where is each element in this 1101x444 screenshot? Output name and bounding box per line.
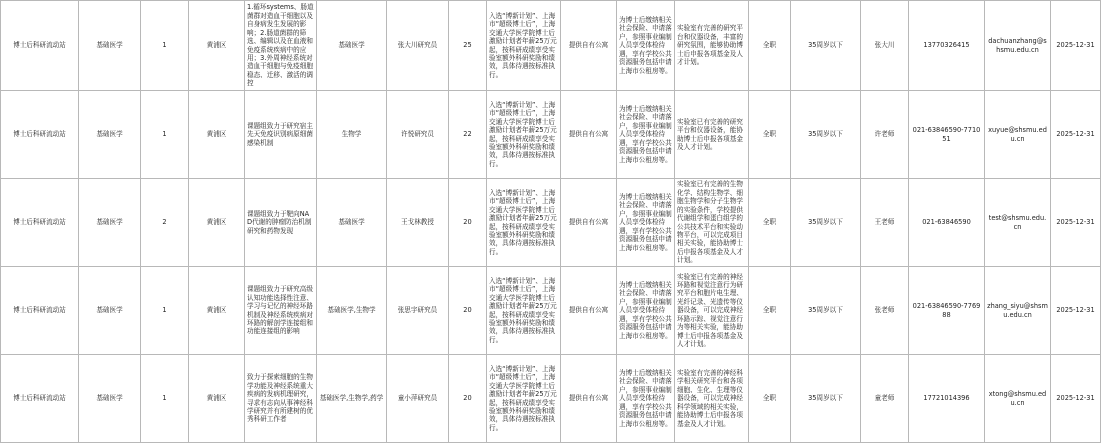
cell-type: 博士后科研流动站 bbox=[1, 91, 79, 179]
cell-research: 课题组致力于研究高级认知功能选择性注意、学习与记忆的神经环路机制及神经系统疾病对环路的解剖学连接组和功能连接组的影响 bbox=[245, 267, 317, 355]
cell-housing: 提供自有公寓 bbox=[561, 355, 617, 443]
cell-deadline: 2025-12-31 bbox=[1051, 91, 1101, 179]
cell-district: 黄浦区 bbox=[189, 267, 245, 355]
table-row bbox=[1, 1, 1101, 91]
cell-field: 基础医学 bbox=[79, 179, 141, 267]
cell-fulltime: 全职 bbox=[749, 355, 791, 443]
cell-contact: 张大川 bbox=[861, 1, 909, 91]
cell-age-ref: 20 bbox=[449, 355, 487, 443]
cell-insurance: 为博士后缴纳相关社会保险、申请落户，参照事业编制人员享受体检待遇，享有学校公共资源服务包括申请上海市公租房等。 bbox=[617, 355, 675, 443]
cell-field: 基础医学 bbox=[79, 355, 141, 443]
cell-contact: 张老师 bbox=[861, 267, 909, 355]
cell-deadline: 2025-12-31 bbox=[1051, 355, 1101, 443]
cell-district: 黄浦区 bbox=[189, 355, 245, 443]
cell-field: 基础医学 bbox=[79, 267, 141, 355]
cell-age-ref: 20 bbox=[449, 267, 487, 355]
cell-fulltime: 全职 bbox=[749, 1, 791, 91]
cell-count: 2 bbox=[141, 179, 189, 267]
cell-type: 博士后科研流动站 bbox=[1, 267, 79, 355]
cell-conditions: 实验室已有完善的神经环路和视觉注意行为研究平台和胞片电生理、光纤记录、光遗传等仪器设备，可以完成神经环路示踪、视觉注意行为等相关实验，能协助博士后申报各项基金及人才计划。 bbox=[675, 267, 749, 355]
cell-deadline: 2025-12-31 bbox=[1051, 179, 1101, 267]
cell-contact: 童老师 bbox=[861, 355, 909, 443]
cell-salary: 入选“博新计划”、上海市“超级博士后”，上海交通大学医学院博士后激励计划者年薪25万元起，按科研成绩享受实验室额外科研奖励和绩效，具体待遇按标准执行。 bbox=[487, 1, 561, 91]
cell-email: xtong@shsmu.edu.cn bbox=[985, 355, 1051, 443]
cell-district: 黄浦区 bbox=[189, 91, 245, 179]
cell-phone: 021-63846590 bbox=[909, 179, 985, 267]
cell-discipline: 生物学 bbox=[317, 91, 387, 179]
cell-count: 1 bbox=[141, 1, 189, 91]
cell-age: 35周岁以下 bbox=[791, 267, 861, 355]
cell-housing: 提供自有公寓 bbox=[561, 179, 617, 267]
cell-deadline: 2025-12-31 bbox=[1051, 267, 1101, 355]
cell-age-ref: 22 bbox=[449, 91, 487, 179]
table-row bbox=[1, 179, 1101, 267]
cell-age: 35周岁以下 bbox=[791, 91, 861, 179]
cell-salary: 入选“博新计划”、上海市“超级博士后”，上海交通大学医学院博士后激励计划者年薪25万元起，按科研成绩享受实验室额外科研奖励和绩效，具体待遇按标准执行。 bbox=[487, 179, 561, 267]
cell-discipline: 基础医学,生物学 bbox=[317, 267, 387, 355]
cell-phone: 021-63846590-771051 bbox=[909, 91, 985, 179]
cell-district: 黄浦区 bbox=[189, 1, 245, 91]
cell-age-ref: 20 bbox=[449, 179, 487, 267]
cell-phone: 021-63846590-776988 bbox=[909, 267, 985, 355]
cell-count: 1 bbox=[141, 91, 189, 179]
cell-deadline: 2025-12-31 bbox=[1051, 1, 1101, 91]
cell-salary: 入选“博新计划”、上海市“超级博士后”，上海交通大学医学院博士后激励计划者年薪25万元起，按科研成绩享受实验室额外科研奖励和绩效，具体待遇按标准执行。 bbox=[487, 355, 561, 443]
cell-email: test@shsmu.edu.cn bbox=[985, 179, 1051, 267]
cell-age: 35周岁以下 bbox=[791, 1, 861, 91]
cell-housing: 提供自有公寓 bbox=[561, 267, 617, 355]
cell-conditions: 实验室已有完善的研究平台和仪器设备，能协助博士后申报各项基金及人才计划。 bbox=[675, 91, 749, 179]
cell-contact: 王老师 bbox=[861, 179, 909, 267]
cell-discipline: 基础医学,生物学,药学 bbox=[317, 355, 387, 443]
table-row bbox=[1, 355, 1101, 443]
cell-insurance: 为博士后缴纳相关社会保险、申请落户，参照事业编制人员享受体检待遇，享有学校公共资源服务包括申请上海市公租房等。 bbox=[617, 179, 675, 267]
cell-fulltime: 全职 bbox=[749, 91, 791, 179]
cell-field: 基础医学 bbox=[79, 91, 141, 179]
cell-conditions: 实验室有完善的研究平台和仪器设备，丰富的研究氛围，能够协助博士后申报各项基金及人才计划。 bbox=[675, 1, 749, 91]
cell-research: 致力于探索细胞的生物学功能及神经系统重大疾病的发病机理研究，寻求有志向从事神经科学研究并有所建树的优秀科研工作者 bbox=[245, 355, 317, 443]
cell-district: 黄浦区 bbox=[189, 179, 245, 267]
cell-email: zhang_siyu@shsmu.edu.cn bbox=[985, 267, 1051, 355]
cell-count: 1 bbox=[141, 355, 189, 443]
cell-insurance: 为博士后缴纳相关社会保险、申请落户，参照事业编制人员享受体检待遇，享有学校公共资源服务包括申请上海市公租房等。 bbox=[617, 267, 675, 355]
cell-fulltime: 全职 bbox=[749, 179, 791, 267]
cell-salary: 入选“博新计划”、上海市“超级博士后”，上海交通大学医学院博士后激励计划者年薪25万元起，按科研成绩享受实验室额外科研奖励和绩效，具体待遇按标准执行。 bbox=[487, 267, 561, 355]
cell-discipline: 基础医学 bbox=[317, 179, 387, 267]
cell-type: 博士后科研流动站 bbox=[1, 1, 79, 91]
cell-supervisor: 许悦研究员 bbox=[387, 91, 449, 179]
cell-phone: 13770326415 bbox=[909, 1, 985, 91]
cell-insurance: 为博士后缴纳相关社会保险、申请落户，参照事业编制人员享受体检待遇，享有学校公共资源服务包括申请上海市公租房等。 bbox=[617, 1, 675, 91]
cell-research: 课题组致力于靶向NAD代谢的肿瘤防治机制研究和药物发现 bbox=[245, 179, 317, 267]
cell-supervisor: 王戈林教授 bbox=[387, 179, 449, 267]
cell-age: 35周岁以下 bbox=[791, 179, 861, 267]
cell-count: 1 bbox=[141, 267, 189, 355]
cell-housing: 提供自有公寓 bbox=[561, 1, 617, 91]
cell-conditions: 实验室已有完善的生物化学、结构生物学、细胞生物学和分子生物学的实验条件，学校提供代谢组学和蛋白组学的公共技术平台和实验动物平台，可以完成项目相关实验，能协助博士后申报各项基金及人才计划。 bbox=[675, 179, 749, 267]
cell-discipline: 基础医学 bbox=[317, 1, 387, 91]
cell-age: 35周岁以下 bbox=[791, 355, 861, 443]
cell-research: 1.循环systems、肠道菌群对造血干细胞以及自身病发生发展的影响；2.肠道菌群的筛选、编辑以及在血液和免疫系统疾病中的应用；3.外周神经系统对造血干细胞与免疫细胞稳态、迁移、激活的调控 bbox=[245, 1, 317, 91]
cell-supervisor: 张大川研究员 bbox=[387, 1, 449, 91]
cell-supervisor: 童小萍研究员 bbox=[387, 355, 449, 443]
table-row bbox=[1, 91, 1101, 179]
cell-housing: 提供自有公寓 bbox=[561, 91, 617, 179]
cell-contact: 许老师 bbox=[861, 91, 909, 179]
cell-email: xuyue@shsmu.edu.cn bbox=[985, 91, 1051, 179]
cell-research: 课题组致力于研究宿主先天免疫识别病原细菌感染机制 bbox=[245, 91, 317, 179]
table-row bbox=[1, 267, 1101, 355]
cell-insurance: 为博士后缴纳相关社会保险、申请落户，参照事业编制人员享受体检待遇，享有学校公共资源服务包括申请上海市公租房等。 bbox=[617, 91, 675, 179]
cell-salary: 入选“博新计划”、上海市“超级博士后”，上海交通大学医学院博士后激励计划者年薪25万元起，按科研成绩享受实验室额外科研奖励和绩效，具体待遇按标准执行。 bbox=[487, 91, 561, 179]
cell-conditions: 实验室有完善的神经科学相关研究平台和各项细胞、生化、生理等仪器设备，可以完成神经科学领域的相关实验，能协助博士后申报各项基金及人才计划。 bbox=[675, 355, 749, 443]
cell-fulltime: 全职 bbox=[749, 267, 791, 355]
cell-type: 博士后科研流动站 bbox=[1, 355, 79, 443]
cell-email: dachuanzhang@shsmu.edu.cn bbox=[985, 1, 1051, 91]
cell-phone: 17721014396 bbox=[909, 355, 985, 443]
cell-supervisor: 张思宇研究员 bbox=[387, 267, 449, 355]
cell-age-ref: 25 bbox=[449, 1, 487, 91]
cell-field: 基础医学 bbox=[79, 1, 141, 91]
cell-type: 博士后科研流动站 bbox=[1, 179, 79, 267]
table-body bbox=[1, 1, 1101, 443]
